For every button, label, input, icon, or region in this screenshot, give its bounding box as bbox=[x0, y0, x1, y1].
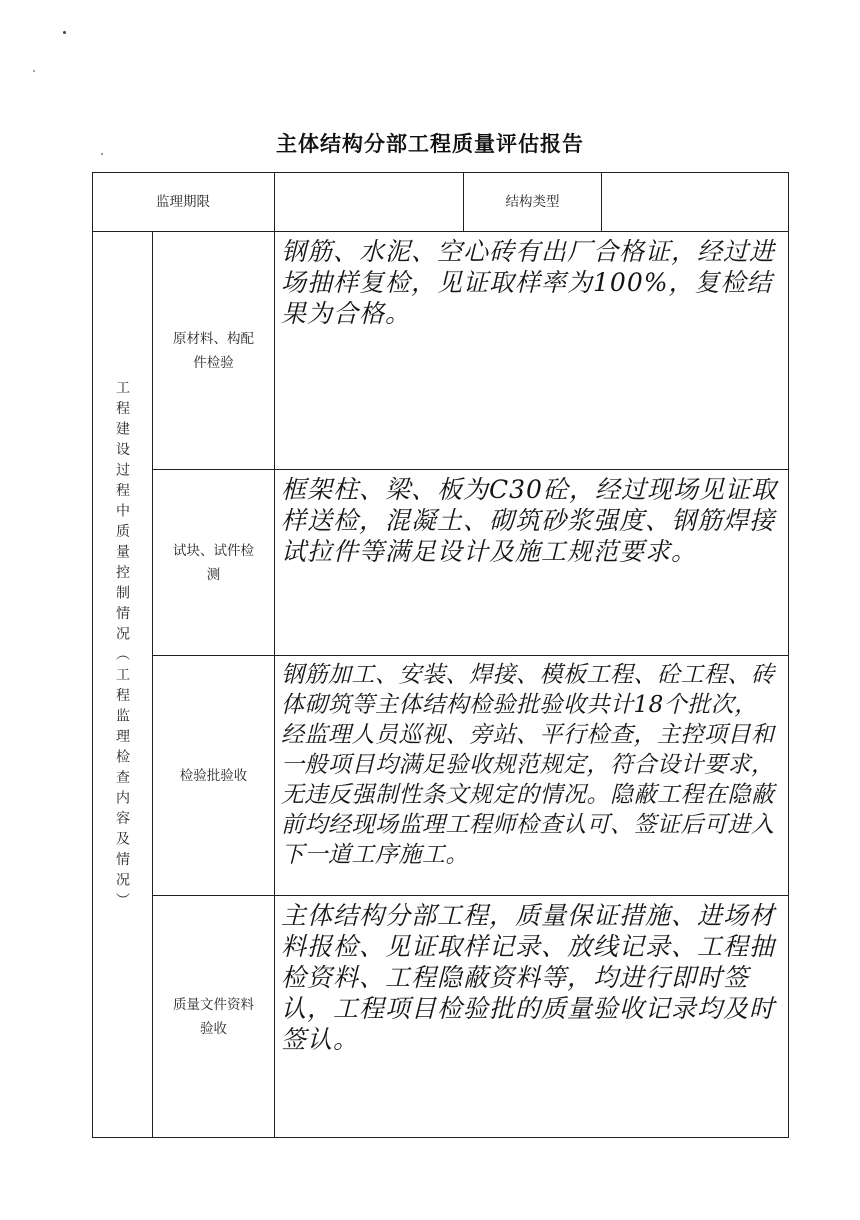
inspection-batch-content: 钢筋加工、安装、焊接、模板工程、砼工程、砖体砌筑等主体结构检验批验收共计18个批次，经监理人员巡视、旁站、平行检查，主控项目和一般项目均满足验收规范规定，符合设计要求，无违反强制性条文规定的情况。隐蔽工程在隐蔽前均经现场监理工程师检查认可、签证后可进入下一道工序施工。 bbox=[281, 662, 775, 868]
section-label-cell bbox=[153, 656, 275, 896]
scan-speck bbox=[33, 70, 35, 72]
test-block-label: 试块、试件检测 bbox=[173, 542, 254, 583]
inspection-batch-label: 检验批验收 bbox=[179, 767, 248, 784]
section-content-cell[interactable] bbox=[275, 896, 789, 1138]
section-label-cell bbox=[153, 896, 275, 1138]
side-label-cell bbox=[92, 232, 153, 1138]
section-label-cell bbox=[153, 470, 275, 656]
section-content-cell[interactable] bbox=[275, 656, 789, 896]
report-form bbox=[92, 172, 789, 1138]
test-block-content: 框架柱、梁、板为C30砼，经过现场见证取样送检，混凝土、砌筑砂浆强度、钢筋焊接试拉件等满足设计及施工规范要求。 bbox=[281, 475, 777, 566]
scan-speck bbox=[63, 31, 66, 34]
section-label-cell bbox=[153, 232, 275, 470]
quality-documents-label: 质量文件资料验收 bbox=[173, 997, 254, 1037]
period-label-cell bbox=[92, 172, 275, 232]
period-label: 监理期限 bbox=[156, 193, 210, 210]
quality-documents-content: 主体结构分部工程，质量保证措施、进场材料报检、见证取样记录、放线记录、工程抽检资料、工程隐蔽资料等，均进行即时签认，工程项目检验批的质量验收记录均及时签认。 bbox=[281, 901, 776, 1054]
structure-type-value-cell[interactable] bbox=[602, 172, 789, 232]
page-title: 主体结构分部工程质量评估报告 bbox=[276, 132, 584, 156]
side-label: 工程建设过程中质量控制情况（工程监理检查内容及情况） bbox=[114, 380, 130, 913]
section-content-cell[interactable] bbox=[275, 470, 789, 656]
structure-type-label: 结构类型 bbox=[505, 193, 560, 210]
raw-materials-content: 钢筋、水泥、空心砖有出厂合格证，经过进场抽样复检，见证取样率为100%，复检结果为合格。 bbox=[281, 237, 776, 328]
section-content-cell[interactable] bbox=[275, 232, 789, 470]
raw-materials-label: 原材料、构配件检验 bbox=[173, 330, 254, 371]
period-value-cell[interactable] bbox=[275, 172, 464, 232]
structure-type-label-cell bbox=[464, 172, 602, 232]
